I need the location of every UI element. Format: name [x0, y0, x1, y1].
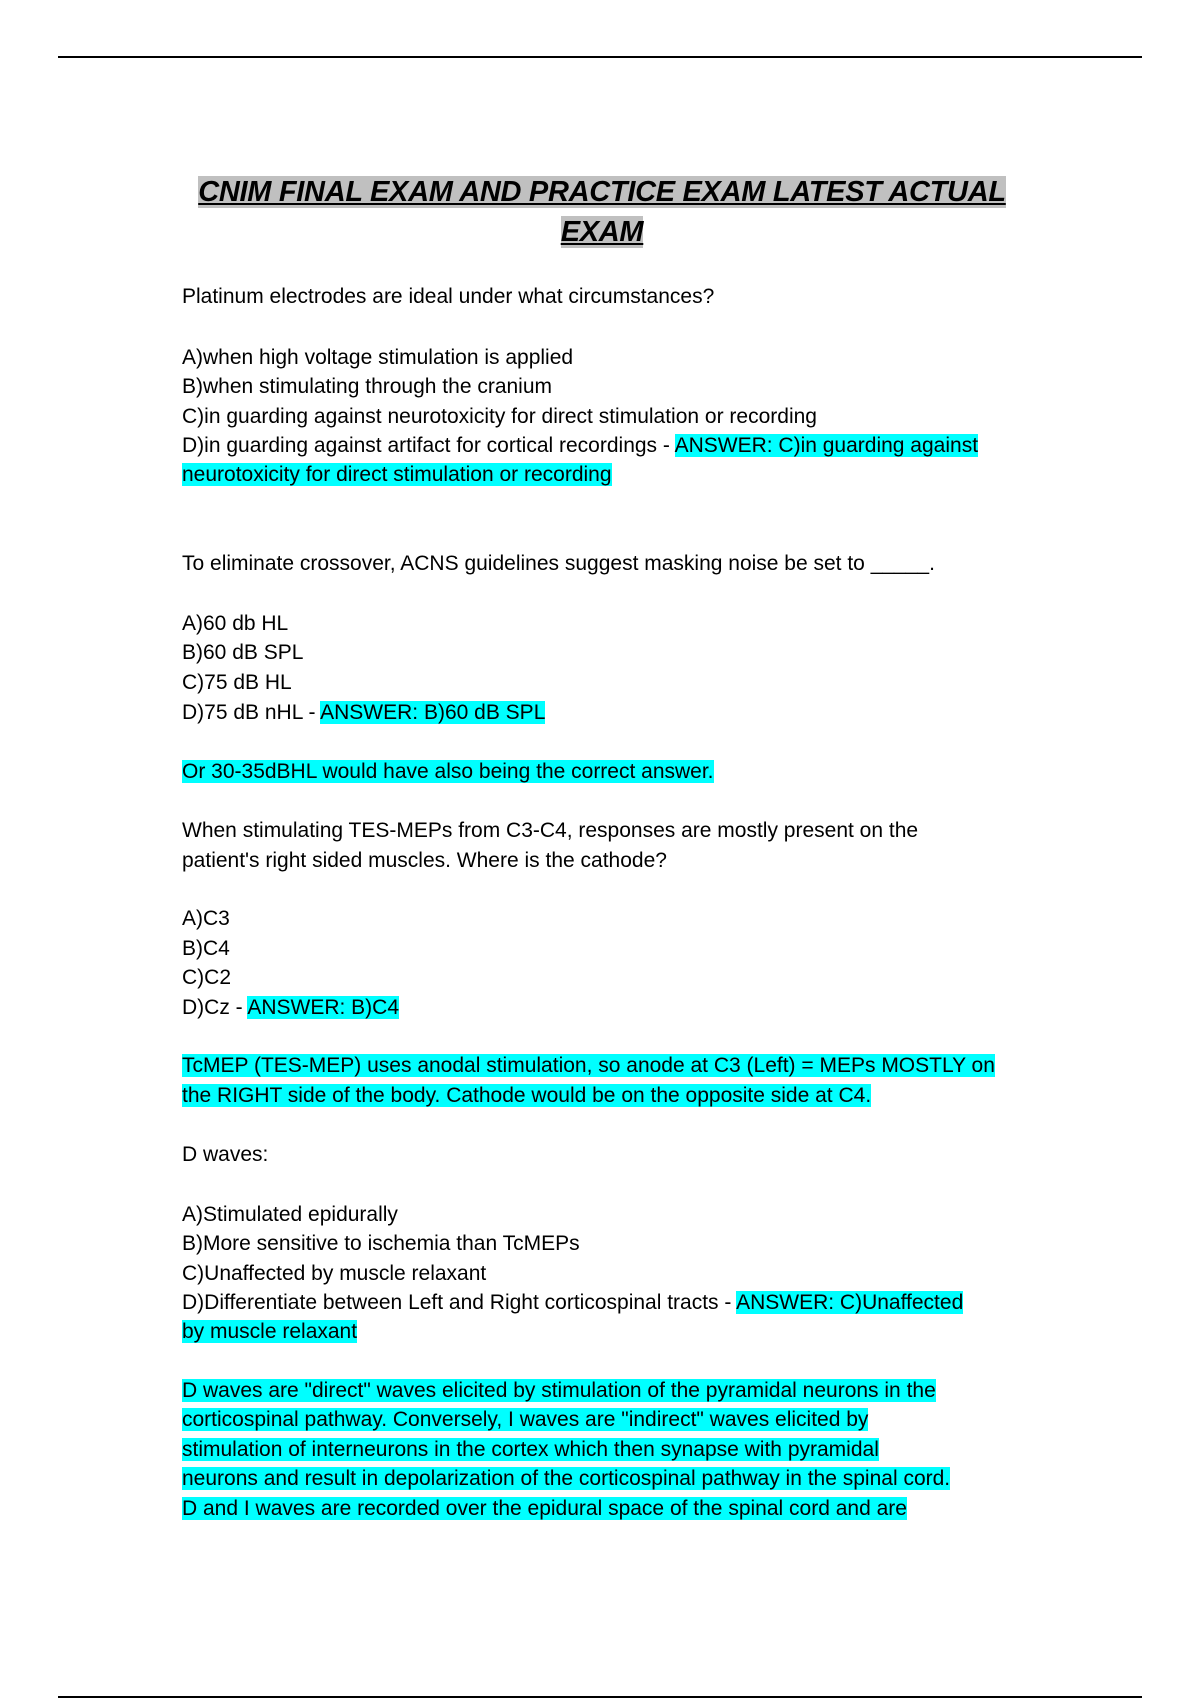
footer-rule: [58, 1696, 1142, 1698]
q1-option-d: [182, 431, 1022, 460]
q4-option-d: [182, 1288, 1022, 1317]
q4-answer-line2: by muscle relaxant: [182, 1320, 358, 1343]
q4-note-line1: [182, 1376, 1022, 1405]
q4-note-line3-text: stimulation of interneurons in the cortex which then synapse with pyramidal: [182, 1438, 879, 1461]
q4-option-a: A)Stimulated epidurally: [182, 1203, 398, 1226]
q4-option-b: B)More sensitive to ischemia than TcMEPs: [182, 1232, 580, 1255]
q3-note-line2-text: the RIGHT side of the body. Cathode would be on the opposite side at C4.: [182, 1084, 872, 1107]
q1-option-b: B)when stimulating through the cranium: [182, 375, 553, 398]
q2-answer: ANSWER: B)60 dB SPL: [320, 701, 546, 724]
document-title: [182, 172, 1022, 252]
q2-note: [182, 757, 1022, 786]
q2-option-d: [182, 698, 1022, 727]
q4-note-line4: [182, 1464, 1022, 1493]
q1-answer: ANSWER: C)in guarding against: [674, 434, 979, 457]
q3-option-a: A)C3: [182, 907, 230, 930]
q4-note-line5: [182, 1494, 1022, 1523]
q4-question: D waves:: [182, 1143, 269, 1166]
q1-option-c: C)in guarding against neurotoxicity for direct stimulation or recording: [182, 405, 817, 428]
q4-option-c: C)Unaffected by muscle relaxant: [182, 1262, 487, 1285]
q2-option-b: B)60 dB SPL: [182, 641, 304, 664]
q3-option-b: B)C4: [182, 937, 230, 960]
q3-option-d: [182, 993, 1022, 1022]
q3-answer: ANSWER: B)C4: [247, 996, 400, 1019]
q3-note-line2: [182, 1081, 1022, 1110]
q3-note-line1: [182, 1051, 1022, 1080]
q4-note-line4-text: neurons and result in depolarization of the corticospinal pathway in the spinal cord.: [182, 1467, 951, 1490]
q2-question: To eliminate crossover, ACNS guidelines suggest masking noise be set to _____.: [182, 552, 935, 575]
q2-option-a: A)60 db HL: [182, 612, 289, 635]
q3-option-c: C)C2: [182, 966, 232, 989]
title-line-1: CNIM FINAL EXAM AND PRACTICE EXAM LATEST ACTUAL: [198, 176, 1006, 208]
q4-note-line5-text: D and I waves are recorded over the epidural space of the spinal cord and are: [182, 1497, 907, 1520]
header-rule: [58, 56, 1142, 58]
q4-note-line2: [182, 1405, 1022, 1434]
q1-question: Platinum electrodes are ideal under what circumstances?: [182, 285, 715, 308]
q1-answer-cont: [182, 460, 1022, 489]
q4-answer-cont: [182, 1317, 1022, 1346]
title-line-2: EXAM: [560, 216, 644, 248]
q4-option-d-text: D)Differentiate between Left and Right corticospinal tracts -: [182, 1291, 737, 1314]
q2-option-c: C)75 dB HL: [182, 671, 292, 694]
q1-option-a: A)when high voltage stimulation is applied: [182, 346, 574, 369]
q3-question-line1: When stimulating TES-MEPs from C3-C4, responses are mostly present on the: [182, 819, 919, 842]
q3-question-line2: patient's right sided muscles. Where is the cathode?: [182, 849, 667, 872]
q3-option-d-text: D)Cz -: [182, 996, 248, 1019]
q2-note-text: Or 30-35dBHL would have also being the correct answer.: [182, 760, 714, 783]
q4-note-line3: [182, 1435, 1022, 1464]
q4-answer: ANSWER: C)Unaffected: [736, 1291, 964, 1314]
q4-note-line2-text: corticospinal pathway. Conversely, I waves are "indirect" waves elicited by: [182, 1408, 869, 1431]
q1-answer-line2: neurotoxicity for direct stimulation or recording: [182, 463, 612, 486]
q3-note-line1-text: TcMEP (TES-MEP) uses anodal stimulation, so anode at C3 (Left) = MEPs MOSTLY on: [182, 1054, 995, 1077]
q4-note-line1-text: D waves are "direct" waves elicited by stimulation of the pyramidal neurons in the: [182, 1379, 936, 1402]
q2-option-d-text: D)75 dB nHL -: [182, 701, 321, 724]
q1-option-d-text: D)in guarding against artifact for cortical recordings -: [182, 434, 675, 457]
